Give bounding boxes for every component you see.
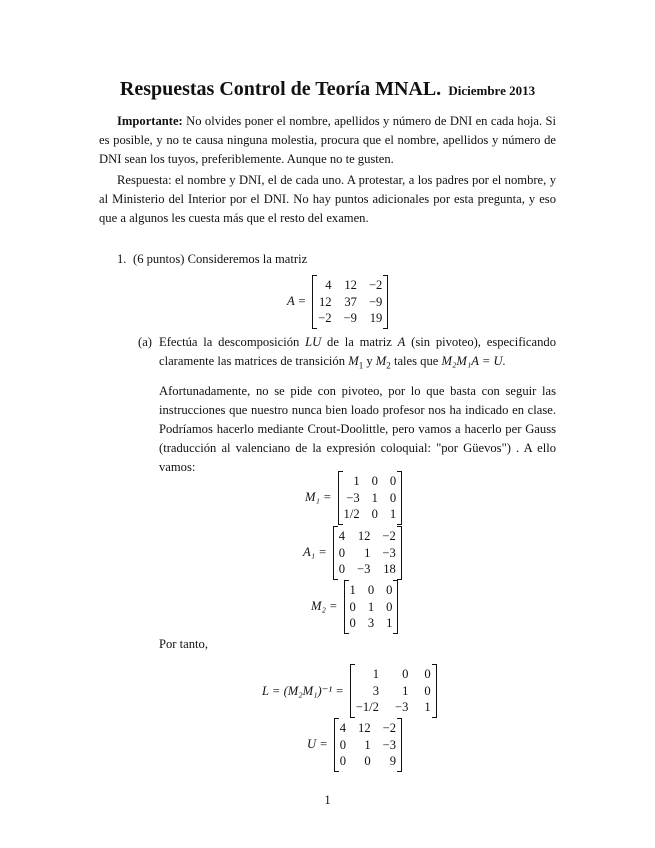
equation-matrix-a1 <box>303 526 402 580</box>
matrix-cell: 12 <box>318 294 332 309</box>
matrix-cell: 1 <box>372 667 379 681</box>
matrix-cell: −2 <box>318 311 332 326</box>
matrix-cell: 1 <box>367 599 375 614</box>
matrix-cell: 1 <box>371 490 378 505</box>
equation-matrix-u <box>307 718 402 772</box>
matrix-cell: 0 <box>386 583 393 597</box>
matrix-cell: 0 <box>349 616 356 631</box>
m2-symbol: $M_2$ <box>375 354 391 371</box>
matrix-cell: −9 <box>368 294 383 309</box>
m1-symbol: $M_1$ <box>348 354 364 371</box>
matrix-cell: −2 <box>382 721 397 735</box>
matrix-cell: 1 <box>349 583 356 597</box>
therefore-text: Por tanto, <box>159 637 208 651</box>
matrix-cell: 0 <box>338 562 346 577</box>
a-symbol: A <box>397 335 406 349</box>
part-a-text-3: (sin pivoteo), especificando claramente las matrices de transición <box>159 335 556 368</box>
lu-symbol: LU <box>305 335 322 349</box>
matrix-cell: 1 <box>386 616 393 631</box>
response-text: Respuesta: el nombre y DNI, el de cada uno. A protestar, a los padres por el nombre, y al Ministerio del Interior por el DNI. No hay puntos adicionales por esta pregunta, y eso que a algunos les cuesta más que el resto del examen. <box>99 173 556 225</box>
matrix-cell: 3 <box>367 616 375 631</box>
page-number: 1 <box>324 793 331 807</box>
part-a-answer-paragraph: Afortunadamente, no se pide con pivoteo, por lo que basta con seguir las instrucciones que nuestro nunca bien loado profesor nos ha indicado en clase. Podríamos hacerlo mediante Crout-Doolittle, pero vamos a hacerlo per Gauss (traducción al valenciano de la expresión coloquial: "por Güevos") . A ello vamos: <box>159 384 556 474</box>
title-main: Respuestas Control de Teoría MNAL. <box>119 78 442 100</box>
matrix-cell: −2 <box>368 278 383 292</box>
matrix-cell: −2 <box>382 529 396 543</box>
response-paragraph <box>99 171 556 228</box>
equation-matrix-m2 <box>311 580 398 634</box>
matrix-cell: −3 <box>394 700 409 715</box>
question-text: (6 puntos) Consideremos la matriz <box>133 252 308 266</box>
matrix-cell: 0 <box>402 667 409 681</box>
matrix-cell: −1/2 <box>355 700 379 715</box>
matrix-cell: 0 <box>364 754 371 769</box>
matrix-cell: 0 <box>349 599 356 614</box>
matrix-cell: 0 <box>424 667 431 681</box>
matrix-cell: 0 <box>389 474 397 488</box>
matrix-cell: 1 <box>402 683 409 698</box>
matrix-cell: −3 <box>346 490 360 505</box>
matrix-cell: 4 <box>338 529 346 543</box>
matrix-cell: 0 <box>386 599 393 614</box>
matrix-u <box>334 718 402 772</box>
equation-matrix-a <box>287 275 388 329</box>
important-paragraph <box>99 112 556 169</box>
matrix-cell: 4 <box>325 278 332 292</box>
matrix-cell: −3 <box>382 545 396 560</box>
matrix-cell: 1 <box>353 474 360 488</box>
matrix-cell: 0 <box>339 737 347 752</box>
matrix-a1-label: A₁ = <box>303 545 327 560</box>
matrix-a-label: A = <box>287 294 307 309</box>
matrix-cell: 1 <box>364 737 371 752</box>
matrix-cell: −3 <box>382 737 397 752</box>
matrix-cell: 0 <box>367 583 375 597</box>
matrix-cell: −3 <box>357 562 371 577</box>
part-a-text-4: tales que <box>393 354 439 368</box>
matrix-cell: 19 <box>369 311 383 326</box>
matrix-cell: 3 <box>372 683 379 698</box>
matrix-cell: 18 <box>383 562 396 577</box>
matrix-cell: 12 <box>344 278 357 292</box>
equation-matrix-m1 <box>305 471 402 525</box>
matrix-l-label: L = (M₂M₁)⁻¹ = <box>262 683 344 698</box>
matrix-cell: 1 <box>364 545 371 560</box>
part-a-text-2: de la matriz <box>327 335 392 349</box>
matrix-cell: 0 <box>424 683 431 698</box>
matrix-cell: 1 <box>424 700 431 715</box>
matrix-l <box>350 664 437 718</box>
important-label: Importante: <box>117 114 183 128</box>
matrix-a <box>312 275 388 329</box>
question-number: 1. <box>117 252 127 266</box>
matrix-cell: 0 <box>371 507 378 522</box>
matrix-m2 <box>344 580 399 634</box>
matrix-u-label: U = <box>307 737 328 752</box>
matrix-cell: 1 <box>389 507 397 522</box>
matrix-cell: 1/2 <box>343 507 360 522</box>
matrix-cell: 0 <box>338 545 346 560</box>
matrix-cell: 0 <box>339 754 347 769</box>
matrix-m2-label: M₂ = <box>311 599 338 614</box>
and-word: y <box>366 354 373 368</box>
m2m1a-equals-u: M₂M₁A = U. <box>441 354 506 368</box>
matrix-cell: 0 <box>389 490 397 505</box>
matrix-cell: 9 <box>389 754 397 769</box>
matrix-a1 <box>333 526 402 580</box>
matrix-m1 <box>338 471 403 525</box>
part-a-text-1: Efectúa la descomposición <box>159 335 300 349</box>
part-a-statement <box>159 333 556 376</box>
matrix-cell: 4 <box>339 721 347 735</box>
important-text: No olvides poner el nombre, apellidos y número de DNI en cada hoja. Si es posible, y no te causa ninguna molestia, procura que el nombre, apellidos y número de DNI sean los tuyos, preferiblemente. Aunque no te gusten. <box>99 114 557 166</box>
title-date: Diciembre 2013 <box>448 83 536 98</box>
part-a-label: (a) <box>138 335 152 349</box>
matrix-cell: 37 <box>344 294 357 309</box>
matrix-cell: 12 <box>357 529 371 543</box>
matrix-cell: 12 <box>358 721 371 735</box>
matrix-cell: 0 <box>371 474 378 488</box>
document-title <box>0 78 655 101</box>
matrix-cell: −9 <box>343 311 357 326</box>
matrix-m1-label: M₁ = <box>305 490 332 505</box>
equation-matrix-l <box>262 664 437 718</box>
